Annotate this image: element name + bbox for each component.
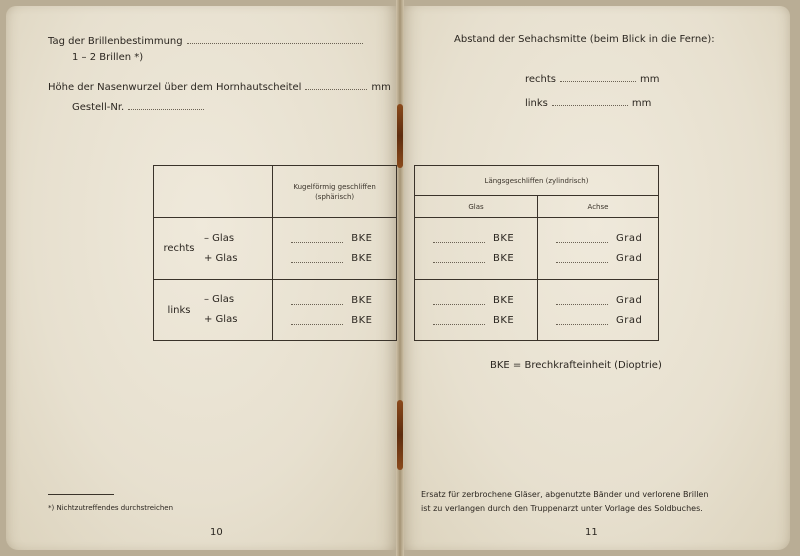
prescription-date-label: Tag der Brillenbestimmung	[48, 36, 183, 47]
col-glas-header: Glas	[415, 196, 538, 218]
links-lens-types	[204, 290, 272, 330]
cyl-links-plus-bke-unit: BKE	[493, 314, 515, 326]
pupil-distance-left-unit: mm	[631, 98, 652, 109]
pupil-distance-left-field	[552, 96, 628, 106]
pupil-distance-right-field	[560, 72, 636, 82]
rechts-minus-bke-row	[291, 229, 396, 249]
cyl-links-minus-grad-row	[556, 290, 658, 310]
cyl-links-plus-grad-unit: Grad	[616, 314, 643, 326]
nose-bridge-unit: mm	[371, 82, 391, 93]
cyl-links-minus-bke-row	[433, 290, 537, 310]
replacement-note-line1: Ersatz für zerbrochene Gläser, abgenutzte Bänder und verlorene Brillen	[421, 490, 709, 499]
cyl-rechts-minus-bke-unit: BKE	[493, 233, 515, 244]
links-plus-bke-row	[291, 310, 396, 330]
pupil-distance-right-line	[525, 72, 660, 86]
cyl-rechts-plus-grad-field	[556, 254, 608, 263]
spherical-header-blank	[154, 166, 273, 218]
cylindrical-header: Längsgeschliffen (zylindrisch)	[415, 166, 659, 196]
spherical-lens-table	[153, 165, 397, 341]
nose-bridge-line	[48, 80, 391, 94]
bke-legend: BKE = Brechkrafteinheit (Dioptrie)	[490, 360, 662, 371]
links-plus-glas: + Glas	[204, 314, 238, 325]
nose-bridge-field	[305, 80, 367, 90]
frame-number-label: Gestell-Nr.	[72, 102, 125, 113]
links-plus-bke-field	[291, 316, 343, 325]
links-plus-bke-unit: BKE	[351, 314, 373, 326]
pupil-distance-right-label: rechts	[525, 74, 557, 85]
prescription-date-field	[187, 34, 363, 44]
links-minus-bke-unit: BKE	[351, 294, 373, 306]
links-minus-bke-row	[291, 290, 396, 310]
footnote-rule	[48, 494, 114, 495]
links-minus-glas: – Glas	[204, 294, 235, 305]
cyl-rechts-plus-bke-field	[433, 254, 485, 263]
pupil-distance-left-label: links	[525, 98, 548, 109]
cyl-links-minus-grad-field	[556, 296, 608, 305]
rust-stain-bottom	[397, 400, 403, 470]
rechts-minus-bke-unit: BKE	[351, 233, 373, 244]
cyl-rechts-plus-bke-unit: BKE	[493, 253, 515, 264]
cylindrical-lens-table	[414, 165, 659, 341]
pupil-distance-left-line	[525, 96, 651, 110]
row-links-label: links	[154, 280, 205, 341]
rechts-plus-bke-row	[291, 249, 396, 269]
col-achse-header: Achse	[538, 196, 659, 218]
cyl-rechts-minus-bke-field	[433, 234, 485, 243]
cyl-links-plus-grad-field	[556, 316, 608, 325]
page-number-left: 10	[210, 527, 223, 538]
cyl-links-minus-grad-unit: Grad	[616, 294, 643, 306]
frame-number-field	[128, 100, 204, 110]
pupil-distance-right-unit: mm	[640, 74, 660, 85]
cyl-rechts-minus-grad-field	[556, 234, 608, 243]
page-number-right: 11	[585, 527, 598, 538]
spherical-header: Kugelförmig geschliffen (sphärisch)	[273, 166, 397, 218]
cyl-links-minus-bke-unit: BKE	[493, 294, 515, 306]
cyl-links-plus-bke-field	[433, 316, 485, 325]
cyl-links-plus-grad-row	[556, 310, 658, 330]
book-binding	[396, 0, 404, 556]
cyl-links-minus-bke-field	[433, 296, 485, 305]
frame-number-line	[72, 100, 208, 114]
cyl-rechts-plus-grad-row	[556, 249, 658, 269]
pupil-distance-heading: Abstand der Sehachsmitte (beim Blick in die Ferne):	[454, 34, 715, 45]
rechts-minus-glas: – Glas	[204, 232, 235, 244]
links-minus-bke-field	[291, 296, 343, 305]
prescription-date-line	[48, 34, 367, 48]
cyl-rechts-minus-grad-row	[556, 229, 658, 249]
rechts-plus-bke-unit: BKE	[351, 253, 373, 264]
rechts-minus-bke-field	[291, 234, 343, 243]
nose-bridge-label: Höhe der Nasenwurzel über dem Hornhautscheitel	[48, 82, 302, 93]
rust-stain-top	[397, 104, 403, 168]
rechts-plus-bke-field	[291, 254, 343, 263]
rechts-lens-types	[204, 229, 272, 269]
replacement-note-line2: ist zu verlangen durch den Truppenarzt unter Vorlage des Soldbuches.	[421, 504, 703, 513]
glasses-count-label: 1 – 2 Brillen *)	[72, 52, 144, 63]
cyl-links-plus-bke-row	[433, 310, 537, 330]
rechts-plus-glas: + Glas	[204, 252, 238, 264]
footnote: *) Nichtzutreffendes durchstreichen	[48, 504, 174, 512]
cyl-rechts-plus-grad-unit: Grad	[616, 253, 643, 264]
cyl-rechts-plus-bke-row	[433, 249, 537, 269]
row-rechts-label: rechts	[154, 218, 205, 280]
cyl-rechts-minus-grad-unit: Grad	[616, 233, 643, 244]
cyl-rechts-minus-bke-row	[433, 229, 537, 249]
